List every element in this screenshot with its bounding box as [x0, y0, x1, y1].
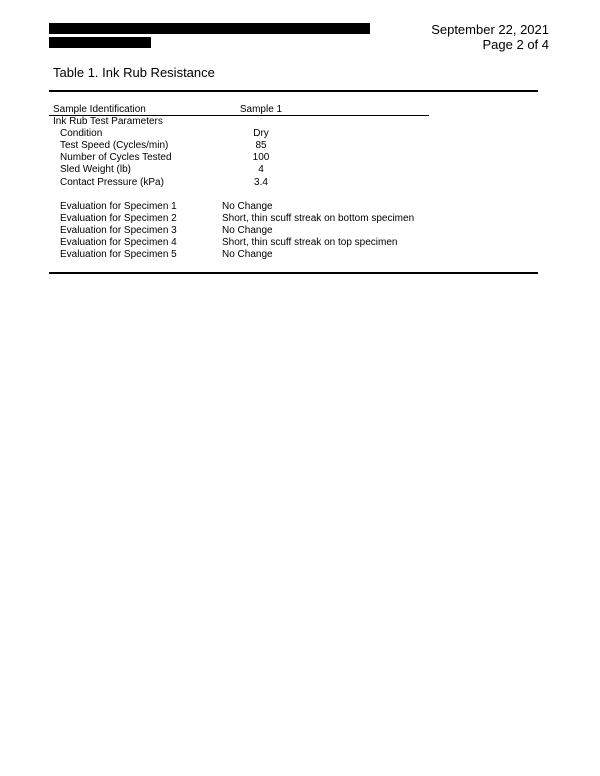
table-title: Table 1. Ink Rub Resistance	[53, 65, 215, 80]
table-top-rule	[49, 90, 538, 92]
evaluation-value: Short, thin scuff streak on top specimen	[222, 237, 398, 248]
param-value: 4	[258, 164, 264, 175]
table-bottom-rule	[49, 272, 538, 274]
evaluation-label: Evaluation for Specimen 3	[60, 225, 177, 236]
param-label: Condition	[60, 128, 103, 139]
evaluation-value: Short, thin scuff streak on bottom specimen	[222, 213, 415, 224]
evaluation-label: Evaluation for Specimen 5	[60, 249, 177, 260]
evaluation-label: Evaluation for Specimen 4	[60, 237, 177, 248]
param-label: Number of Cycles Tested	[60, 152, 172, 163]
redaction-bar	[49, 23, 370, 34]
evaluation-value: No Change	[222, 225, 273, 236]
column-header-value: Sample 1	[239, 104, 283, 115]
report-date: September 22, 2021	[431, 22, 549, 37]
param-label: Test Speed (Cycles/min)	[60, 140, 169, 151]
evaluation-value: No Change	[222, 201, 273, 212]
evaluation-label: Evaluation for Specimen 2	[60, 213, 177, 224]
evaluation-label: Evaluation for Specimen 1	[60, 201, 177, 212]
param-value: Dry	[253, 128, 269, 139]
param-value: 3.4	[254, 177, 268, 188]
page-number: Page 2 of 4	[482, 37, 549, 52]
page-header	[431, 22, 549, 52]
column-header-label: Sample Identification	[53, 104, 146, 115]
section-label: Ink Rub Test Parameters	[53, 116, 163, 127]
param-value: 85	[255, 140, 267, 151]
param-label: Sled Weight (lb)	[60, 164, 131, 175]
redaction-bar	[49, 37, 151, 48]
param-label: Contact Pressure (kPa)	[60, 177, 164, 188]
evaluation-value: No Change	[222, 249, 273, 260]
param-value: 100	[252, 152, 270, 163]
